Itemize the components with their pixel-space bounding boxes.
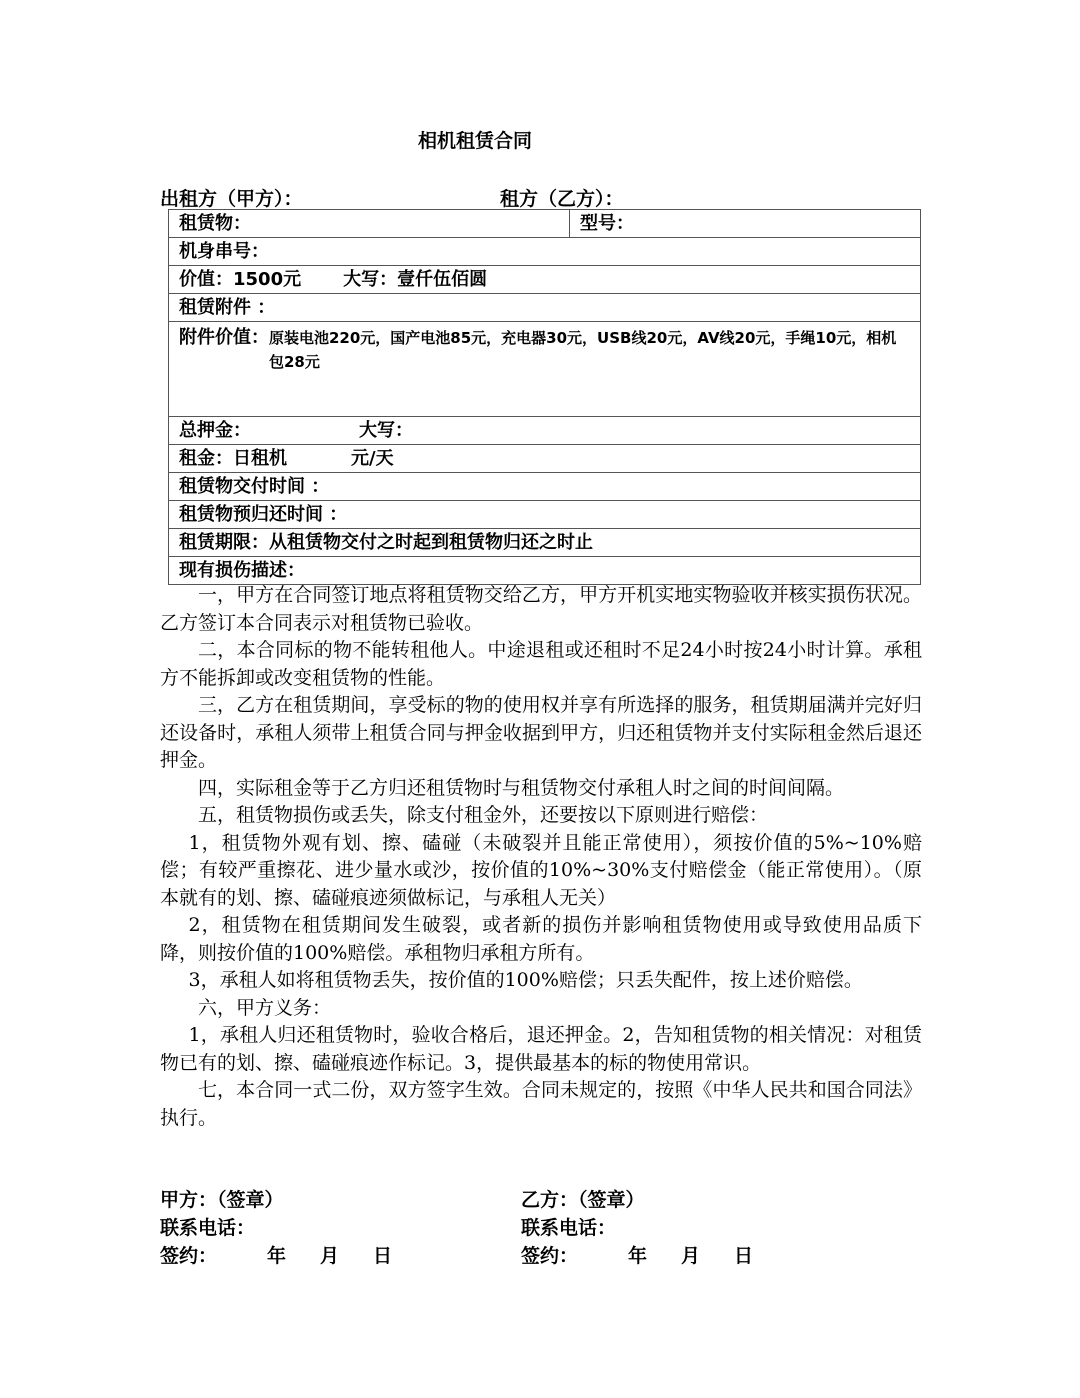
value-cell — [169, 266, 921, 294]
table-row — [169, 473, 921, 501]
party-a-signature — [160, 1186, 392, 1270]
party-a-seal: 甲方：（签章） — [160, 1189, 284, 1211]
rent-label: 租金：日租机 — [179, 447, 287, 469]
party-a-phone: 联系电话： — [160, 1217, 256, 1239]
year-label: 年 — [267, 1245, 287, 1267]
table-row — [169, 322, 921, 417]
value-caps-text: 大写：壹仟伍佰圆 — [343, 268, 488, 290]
delivery-time-cell: 租赁物交付时间 ： — [169, 473, 921, 501]
party-b-seal: 乙方：（签章） — [521, 1189, 645, 1211]
signed-label: 签约： — [521, 1245, 579, 1267]
signed-label: 签约： — [160, 1245, 218, 1267]
accessory-value-label: 附件价值： — [179, 327, 269, 348]
accessories-cell: 租赁附件 ： — [169, 294, 921, 322]
rent-unit: 元/天 — [351, 447, 394, 469]
document-title: 相机租赁合同 — [417, 130, 532, 152]
table-row — [169, 266, 921, 294]
lessee-label: 租方（乙方）： — [500, 188, 624, 210]
day-label: 日 — [734, 1245, 754, 1267]
deposit-caps-text: 大写： — [359, 419, 413, 441]
party-b-phone: 联系电话： — [521, 1217, 617, 1239]
value-text: 价值：1500元 — [179, 268, 302, 290]
clause-5: 五，租赁物损伤或丢失，除支付租金外，还要按以下原则进行赔偿： — [198, 804, 769, 826]
table-row — [169, 445, 921, 473]
accessory-value-text: 原装电池220元，国产电池85元，充电器30元，USB线20元，AV线20元，手绳10元，相机包28元 — [269, 329, 897, 371]
month-label: 月 — [320, 1245, 340, 1267]
item-cell: 租赁物： — [169, 210, 570, 238]
clause-6-items: 1，承租人归还租赁物时，验收合格后，退还押金。2，告知租赁物的相关情况：对租赁物已有的划、擦、磕碰痕迹作标记。3，提供最基本的标的物使用常识。 — [160, 1024, 922, 1074]
party-a-date — [160, 1242, 392, 1270]
table-row — [169, 210, 921, 238]
clause-5-item-1: 1，租赁物外观有划、擦、磕碰（未破裂并且能正常使用），须按价值的5%~10%赔偿；有较严重擦花、进少量水或沙，按价值的10%~30%支付赔偿金（能正常使用）。（原本就有的划、擦、磕碰痕迹须做标记，与承租人无关） — [160, 831, 922, 909]
party-b-signature — [521, 1186, 753, 1270]
clause-4: 四，实际租金等于乙方归还租赁物时与租赁物交付承租人时之间的时间间隔。 — [198, 776, 845, 799]
accessory-value-cell — [169, 322, 921, 417]
table-row — [169, 529, 921, 557]
lessor-label: 出租方（甲方）： — [160, 188, 303, 210]
clause-1: 一，甲方在合同签订地点将租赁物交给乙方，甲方开机实地实物验收并核实损伤状况。乙方签订本合同表示对租赁物已验收。 — [160, 584, 922, 634]
serial-cell: 机身串号： — [169, 238, 921, 266]
table-row — [169, 294, 921, 322]
damage-cell: 现有损伤描述： — [169, 557, 921, 585]
clause-6: 六，甲方义务： — [198, 996, 332, 1019]
table-row — [169, 238, 921, 266]
year-label: 年 — [628, 1245, 648, 1267]
contract-clauses — [160, 582, 922, 1132]
table-row — [169, 557, 921, 585]
clause-5-item-2: 2，租赁物在租赁期间发生破裂，或者新的损伤并影响租赁物使用或导致使用品质下降，则按价值的100%赔偿。承租物归承租方所有。 — [160, 914, 922, 964]
deposit-text: 总押金： — [179, 419, 251, 441]
clause-3: 三，乙方在租赁期间，享受标的物的使用权并享有所选择的服务，租赁期届满并完好归还设备时，承租人须带上租赁合同与押金收据到甲方，归还租赁物并支付实际租金然后退还押金。 — [160, 694, 922, 771]
model-cell: 型号： — [570, 210, 921, 238]
rent-cell — [169, 445, 921, 473]
term-cell: 租赁期限：从租赁物交付之时起到租赁物归还之时止 — [169, 529, 921, 557]
table-row — [169, 501, 921, 529]
rental-info-table — [168, 209, 921, 585]
clause-2: 二，本合同标的物不能转租他人。中途退租或还租时不足24小时按24小时计算。承租方不能拆卸或改变租赁物的性能。 — [160, 639, 922, 689]
party-b-date — [521, 1242, 753, 1270]
parties-line — [160, 184, 920, 210]
day-label: 日 — [373, 1245, 393, 1267]
table-row — [169, 417, 921, 445]
month-label: 月 — [681, 1245, 701, 1267]
deposit-cell — [169, 417, 921, 445]
return-time-cell: 租赁物预归还时间 ： — [169, 501, 921, 529]
clause-7: 七，本合同一式二份，双方签字生效。合同未规定的，按照《中华人民共和国合同法》执行。 — [160, 1079, 922, 1129]
clause-5-item-3: 3，承租人如将租赁物丢失，按价值的100%赔偿；只丢失配件，按上述价赔偿。 — [188, 969, 863, 991]
